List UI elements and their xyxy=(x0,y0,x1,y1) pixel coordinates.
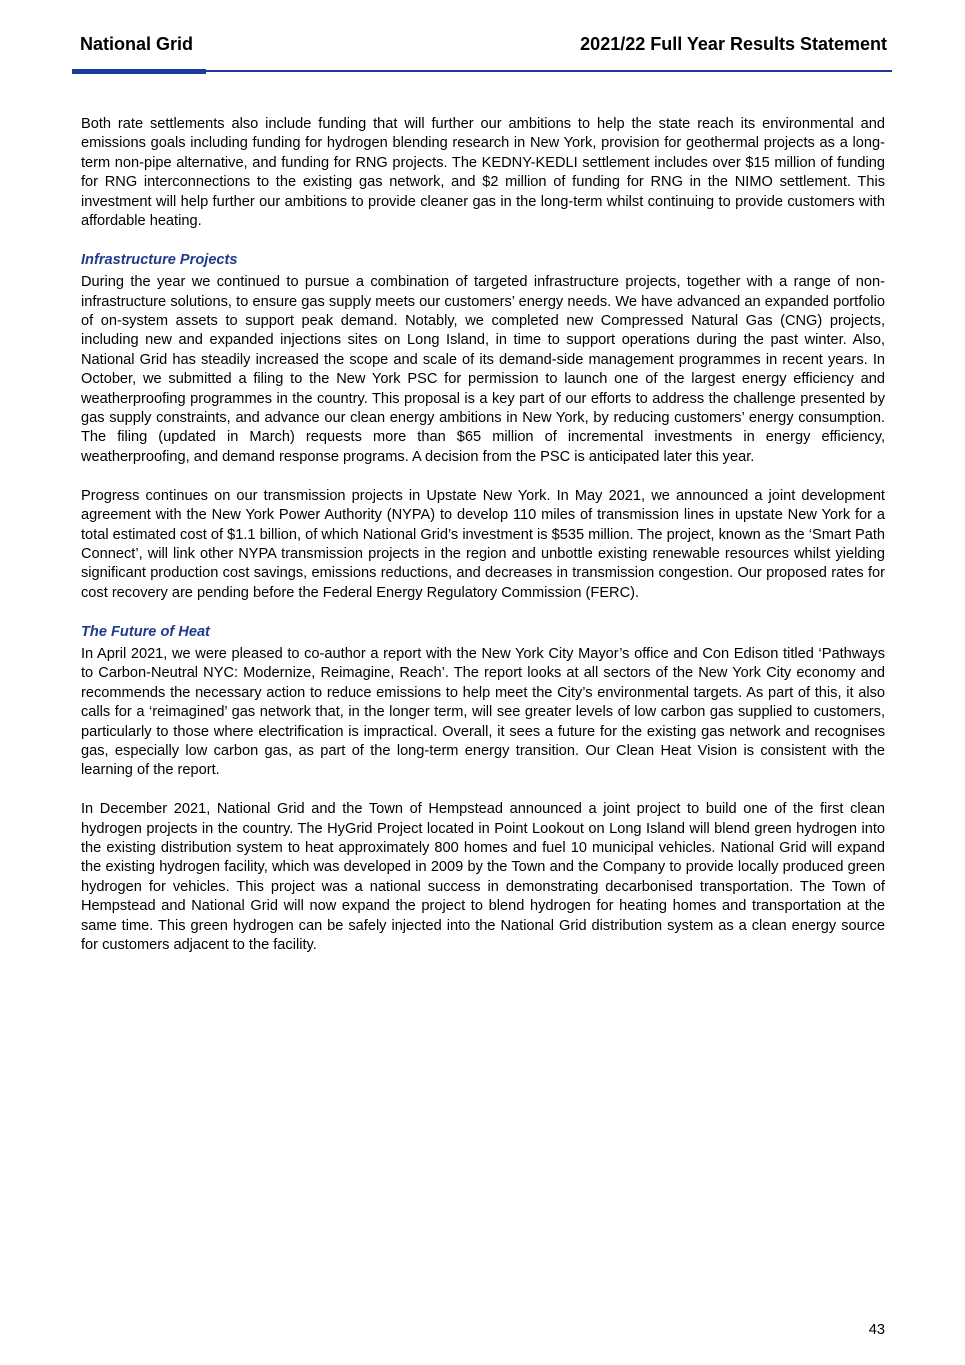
header-divider-accent xyxy=(72,69,206,74)
header-company-name: National Grid xyxy=(80,34,194,54)
paragraph-infrastructure: During the year we continued to pursue a combination of targeted infrastructure projects, together with a range of non-infrastructure solutions, to ensure gas supply meets our customers’ energy needs. We have advanced an expanded portfolio of on-system assets to support peak demand. Notably, we completed new Compressed Natural Gas (CNG) projects, including new and expanded injections sites on Long Island, in time to support operations during the past winter. Also, National Grid has steadily increased the scope and scale of its demand-side management programmes in recent years. In October, we submitted a filing to the New York PSC for permission to launch one of the largest energy efficiency and weatherproofing programmes in the country. This proposal is a key part of our efforts to address the challenge presented by gas supply constraints, and advance our clean energy ambitions in New York, by reducing customers’ energy consumption. The filing (updated in March) requests more than $65 million of incremental investments in energy efficiency, weatherproofing, and demand response programs. A decision from the PSC is anticipated later this year. xyxy=(81,274,885,465)
section-heading-future-of-heat: The Future of Heat xyxy=(81,623,210,640)
paragraph-hygrid-project: In December 2021, National Grid and the Town of Hempstead announced a joint project to build one of the first clean hydrogen projects in the country. The HyGrid Project located in Point Lookout on Long Island will blend green hydrogen into the existing distribution system to heat approximately 800 homes and fuel 10 municipal vehicles. National Grid will expand the existing hydrogen facility, which was developed in 2009 by the Town and the Company to provide locally produced green hydrogen for vehicles. This project was a national success in demonstrating decarbonised transportation. The Town of Hempstead and National Grid will now expand the project to blend hydrogen for heating homes and transportation at the same time. This green hydrogen can be safely injected into the National Grid distribution system as a clean energy source for customers adjacent to the facility. xyxy=(81,801,885,953)
paragraph-rate-settlements: Both rate settlements also include funding that will further our ambitions to help the state reach its environmental and emissions goals including funding for hydrogen blending research in New York, provision for geothermal projects as a long-term non-pipe alternative, and funding for RNG projects. The KEDNY-KEDLI settlement includes over $15 million of funding for RNG interconnections to the existing gas network, and $2 million of funding for RNG in the NIMO settlement. This investment will help further our ambitions to provide cleaner gas in the long-term whilst continuing to provide customers with affordable heating. xyxy=(81,116,885,230)
header-document-title: 2021/22 Full Year Results Statement xyxy=(580,34,887,54)
document-body xyxy=(81,115,885,955)
paragraph-transmission-projects: Progress continues on our transmission projects in Upstate New York. In May 2021, we announced a joint development agreement with the New York Power Authority (NYPA) to develop 110 miles of transmission lines in upstate New York for a total estimated cost of $1.1 billion, of which National Grid’s investment is $535 million. The project, known as the ‘Smart Path Connect’, will link other NYPA transmission projects in the region and unbottle existing renewable resources whilst yielding significant production cost savings, emissions reductions, and decreases in transmission congestion. Our proposed rates for cost recovery are pending before the Federal Energy Regulatory Commission (FERC). xyxy=(81,487,885,601)
section-heading-infrastructure-projects: Infrastructure Projects xyxy=(81,251,238,268)
page-number: 43 xyxy=(868,1322,885,1338)
paragraph-pathways-report: In April 2021, we were pleased to co-author a report with the New York City Mayor’s office and Con Edison titled ‘Pathways to Carbon-Neutral NYC: Modernize, Reimagine, Reach’. The report looks at all sectors of the New York City economy and recommends the necessary action to reduce emissions to help meet the City’s environmental targets. As part of this, it also calls for a ‘reimagined’ gas network that, in the longer term, will see greater levels of low carbon gas supplied to customers, particularly to those where electrification is impractical. Overall, it sees a future for the existing gas network and recognises gas, especially low carbon gas, as part of the long-term energy transition. Our Clean Heat Vision is consistent with the learning of the report. xyxy=(81,645,885,779)
